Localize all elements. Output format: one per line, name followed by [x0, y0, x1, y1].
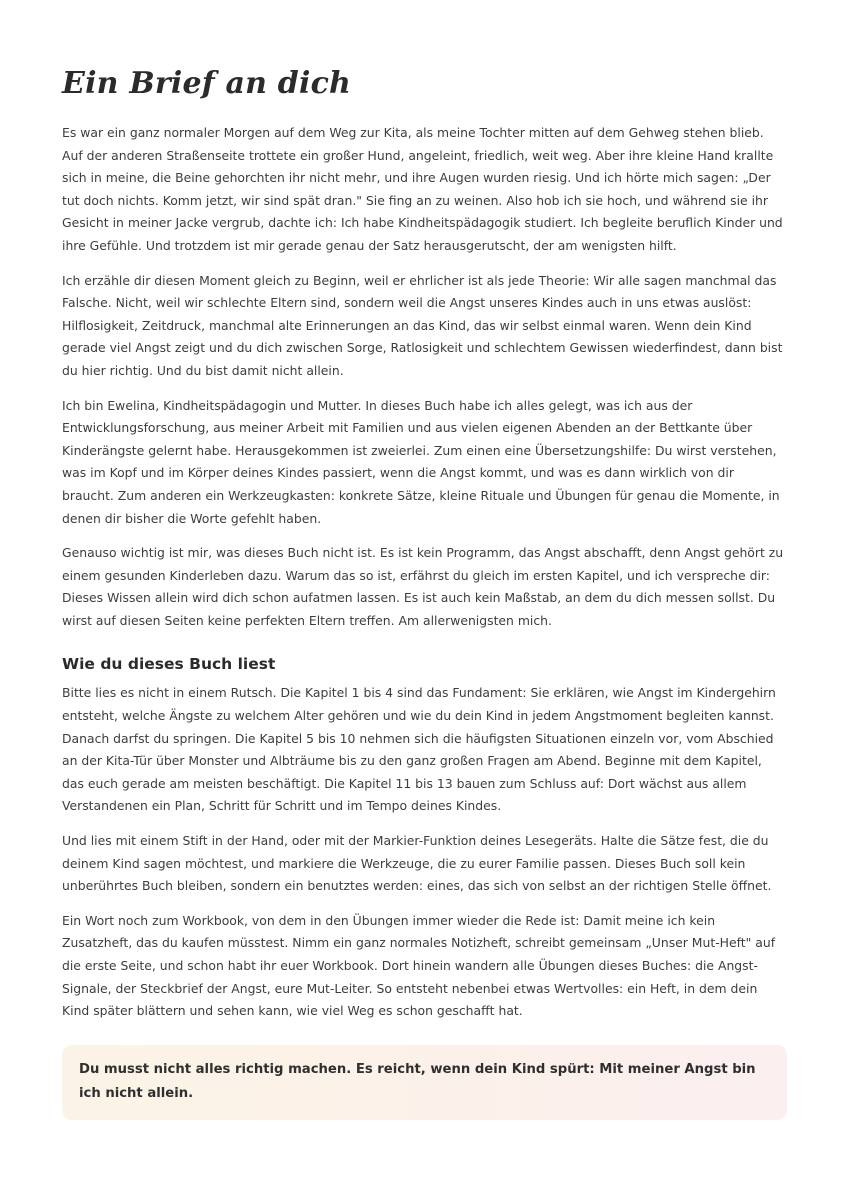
callout-text: Du musst nicht alles richtig machen. Es reicht, wenn dein Kind spürt: Mit meiner Angst bin ich nicht allein.	[79, 1061, 756, 1101]
intro-paragraph-4: Genauso wichtig ist mir, was dieses Buch nicht ist. Es ist kein Programm, das Angst abschafft, denn Angst gehört zu einem gesunden Kinderleben dazu. Warum das so ist, erfährst du gleich im ersten Kapitel, und ich verspreche dir: Dieses Wissen allein wird dich schon aufatmen lassen. Es ist auch kein Maßstab, an dem du dich messen sollst. Du wirst auf diesen Seiten keine perfekten Eltern treffen. Am allerwenigsten mich.	[62, 545, 784, 628]
section-heading: Wie du dieses Buch liest	[62, 655, 276, 674]
section-paragraph-1: Bitte lies es nicht in einem Rutsch. Die Kapitel 1 bis 4 sind das Fundament: Sie erklären, wie Angst im Kindergehirn entsteht, welche Ängste zu welchem Alter gehören und wie du dein Kind in jedem Angstmoment begleiten kannst. Danach darfst du springen. Die Kapitel 5 bis 10 nehmen sich die häufigsten Situationen einzeln vor, vom Abschied an der Kita-Tür über Monster und Albträume bis zu den ganz großen Fragen am Abend. Beginne mit dem Kapitel, das euch gerade am meisten beschäftigt. Die Kapitel 11 bis 13 bauen zum Schluss auf: Dort wächst aus allem Verstandenen ein Plan, Schritt für Schritt und im Tempo deines Kindes.	[62, 685, 776, 814]
callout-box	[62, 1045, 787, 1120]
page-title: Ein Brief an dich	[62, 66, 352, 101]
intro-paragraph-2: Ich erzähle dir diesen Moment gleich zu Beginn, weil er ehrlicher ist als jede Theorie: Wir alle sagen manchmal das Falsche. Nicht, weil wir schlechte Eltern sind, sondern weil die Angst unseres Kindes auch in uns etwas auslöst: Hilflosigkeit, Zeitdruck, manchmal alte Erinnerungen an das Kind, das wir selbst einmal waren. Wenn dein Kind gerade viel Angst zeigt und du dich zwischen Sorge, Ratlosigkeit und schlechtem Gewissen wiederfindest, dann bist du hier richtig. Und du bist damit nicht allein.	[62, 272, 783, 378]
intro-paragraph-1: Es war ein ganz normaler Morgen auf dem Weg zur Kita, als meine Tochter mitten auf dem Gehweg stehen blieb. Auf der anderen Straßenseite trottete ein großer Hund, angeleint, friedlich, weit weg. Aber ihre kleine Hand krallte sich in meine, die Beine gehorchten ihr nicht mehr, und ihre Augen wurden riesig. Und ich hörte mich sagen: „Der tut doch nichts. Komm jetzt, wir sind spät dran." Sie fing an zu weinen. Also hob ich sie hoch, und während sie ihr Gesicht in meiner Jacke vergrub, dachte ich: Ich habe Kindheitspädagogik studiert. Ich begleite beruflich Kinder und ihre Gefühle. Und trotzdem ist mir gerade genau der Satz herausgerutscht, der am wenigsten hilft.	[62, 125, 783, 253]
section-paragraph-3: Ein Wort noch zum Workbook, von dem in den Übungen immer wieder die Rede ist: Damit meine ich kein Zusatzheft, das du kaufen müsstest. Nimm ein ganz normales Notizheft, schreibt gemeinsam „Unser Mut-Heft" auf die erste Seite, und schon habt ihr euer Workbook. Dort hinein wandern alle Übungen dieses Buches: die Angst-Signale, der Steckbrief der Angst, eure Mut-Leiter. So entsteht nebenbei etwas Wertvolles: ein Heft, in dem dein Kind später blättern und sehen kann, wie viel Weg es schon geschafft hat.	[62, 912, 776, 1019]
intro-paragraph-3: Ich bin Ewelina, Kindheitspädagogin und Mutter. In dieses Buch habe ich alles gelegt, was ich aus der Entwicklungsforschung, aus meiner Arbeit mit Familien und aus vielen eigenen Abenden an der Bettkante über Kinderängste gelernt habe. Herausgekommen ist zweierlei. Zum einen eine Übersetzungshilfe: Du wirst verstehen, was im Kopf und im Körper deines Kindes passiert, wenn die Angst kommt, und was es dann wirklich von dir braucht. Zum anderen ein Werkzeugkasten: konkrete Sätze, kleine Rituale und Übungen für genau die Momente, in denen dir bisher die Worte gefehlt haben.	[62, 397, 780, 526]
section-paragraph-2: Und lies mit einem Stift in der Hand, oder mit der Markier-Funktion deines Lesegeräts. Halte die Sätze fest, die du deinem Kind sagen möchtest, und markiere die Werkzeuge, die zu eurer Familie passen. Dieses Buch soll kein unberührtes Buch bleiben, sondern ein benutztes werden: eines, das sich von selbst an der richtigen Stelle öffnet.	[62, 833, 772, 894]
